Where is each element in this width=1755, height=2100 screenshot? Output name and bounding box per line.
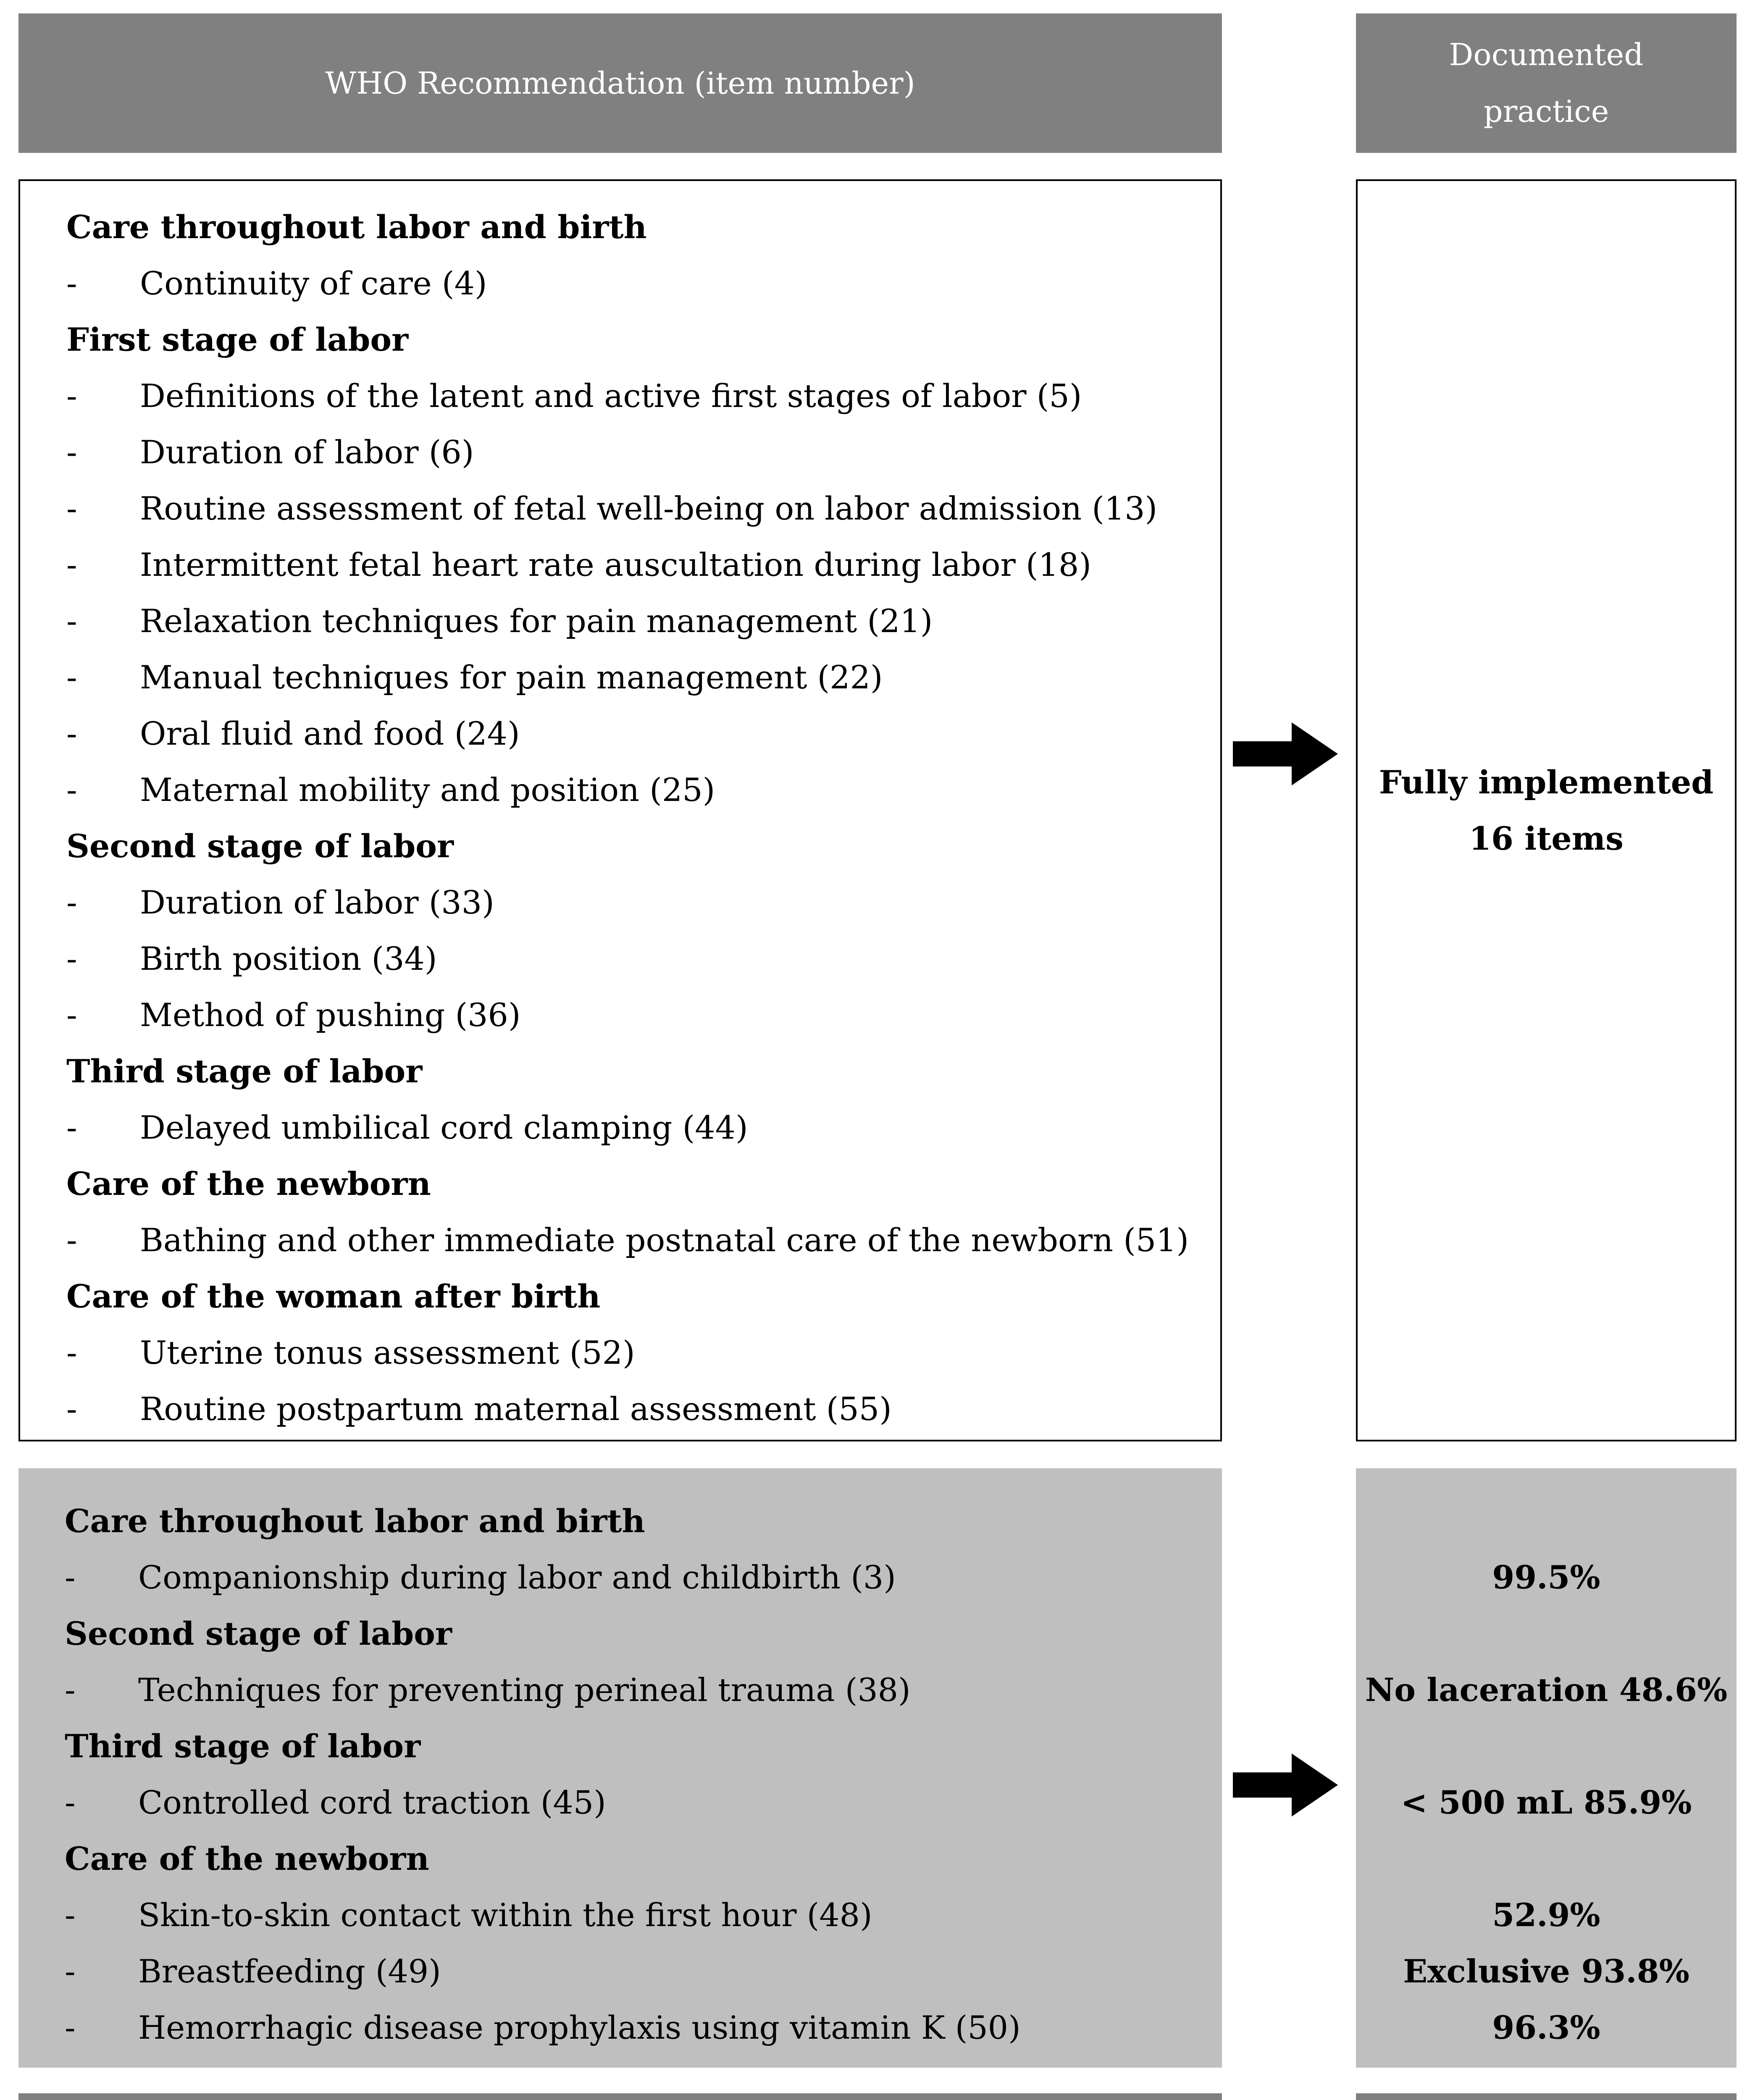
item-dash: - [66,1334,77,1371]
item-dash: - [66,771,77,808]
item-dash: - [66,265,77,302]
fully-implemented-result-box [1356,179,1737,1441]
item-dash: - [65,1671,76,1709]
recommendation-text: Manual techniques for pain management (22) [140,659,883,696]
item-dash: - [66,1390,77,1428]
recommendation-text: Bathing and other immediate postnatal care of the newborn (51) [140,1221,1189,1259]
partially-implemented-recommendations-box [18,1468,1222,2068]
recommendation-text: Routine assessment of fetal well-being on labor admission (13) [140,490,1158,527]
documented-practice-value: < 500 mL 85.9% [1400,1784,1692,1821]
header-who-recommendation [18,13,1222,153]
item-dash: - [66,996,77,1034]
section-heading-text: Second stage of labor [66,827,454,865]
recommendation-text: Skin-to-skin contact within the first hour (48) [138,1896,872,1934]
section-heading-text: Care of the newborn [65,1840,429,1877]
recommendation-text: Uterine tonus assessment (52) [140,1334,635,1371]
item-dash: - [66,884,77,921]
section-heading-text: Care of the newborn [66,1165,431,1202]
header-right-line2: practice [1483,94,1609,129]
documented-practice-value: 52.9% [1492,1896,1600,1934]
recommendation-text: Birth position (34) [140,940,437,977]
right-arrow-icon [1233,1754,1338,1816]
section-heading-text: Care throughout labor and birth [65,1502,645,1540]
item-dash: - [66,490,77,527]
item-dash: - [66,1109,77,1146]
recommendation-text: Hemorrhagic disease prophylaxis using vitamin K (50) [138,2009,1021,2046]
recommendation-text: Oral fluid and food (24) [140,715,520,752]
item-dash: - [65,1559,76,1596]
case-dependent-result-box [1356,2093,1737,2100]
case-dependent-recommendations-box [18,2093,1222,2100]
recommendation-text: Companionship during labor and childbirth (3) [138,1559,896,1596]
section-heading-text: First stage of labor [66,321,409,358]
recommendation-text: Duration of labor (6) [140,433,474,471]
recommendation-text: Continuity of care (4) [140,265,487,302]
partially-implemented-result-box [1356,1468,1737,2068]
item-dash: - [66,940,77,977]
recommendation-text: Breastfeeding (49) [138,1953,441,1990]
item-dash: - [66,546,77,583]
item-dash: - [66,659,77,696]
fully-implemented-recommendations-box [18,179,1222,1441]
section-heading-text: Third stage of labor [66,1053,423,1090]
documented-practice-value: 96.3% [1492,2009,1600,2046]
recommendation-text: Relaxation techniques for pain management (21) [140,602,933,640]
section-heading-text: Care of the woman after birth [66,1278,601,1315]
documented-practice-result: 16 items [1469,819,1624,857]
recommendation-text: Techniques for preventing perineal trauma (38) [138,1671,911,1709]
item-dash: - [65,1953,76,1990]
recommendation-text: Intermittent fetal heart rate auscultation during labor (18) [140,546,1092,583]
section-heading-text: Second stage of labor [65,1615,452,1652]
section-heading-text: Care throughout labor and birth [66,208,647,246]
recommendation-text: Routine postpartum maternal assessment (55) [140,1390,892,1428]
header-right-line1: Documented [1449,37,1644,72]
header-documented-practice [1356,13,1737,153]
item-dash: - [66,1221,77,1259]
recommendation-text: Delayed umbilical cord clamping (44) [140,1109,748,1146]
item-dash: - [66,433,77,471]
recommendation-text: Duration of labor (33) [140,884,494,921]
header-left-label: WHO Recommendation (item number) [325,65,915,101]
recommendation-text: Controlled cord traction (45) [138,1784,606,1821]
documented-practice-value: No laceration 48.6% [1365,1671,1728,1709]
documented-practice-value: Exclusive 93.8% [1403,1953,1689,1990]
right-arrow-icon [1233,722,1338,785]
item-dash: - [66,377,77,415]
section-heading-text: Third stage of labor [65,1727,421,1765]
item-dash: - [66,602,77,640]
recommendation-text: Method of pushing (36) [140,996,521,1034]
documented-practice-value: 99.5% [1492,1559,1600,1596]
item-dash: - [66,715,77,752]
item-dash: - [65,1896,76,1934]
recommendation-text: Maternal mobility and position (25) [140,771,715,808]
item-dash: - [65,2009,76,2046]
documented-practice-result: Fully implemented [1379,763,1714,801]
recommendation-text: Definitions of the latent and active first stages of labor (5) [140,377,1082,415]
item-dash: - [65,1784,76,1821]
